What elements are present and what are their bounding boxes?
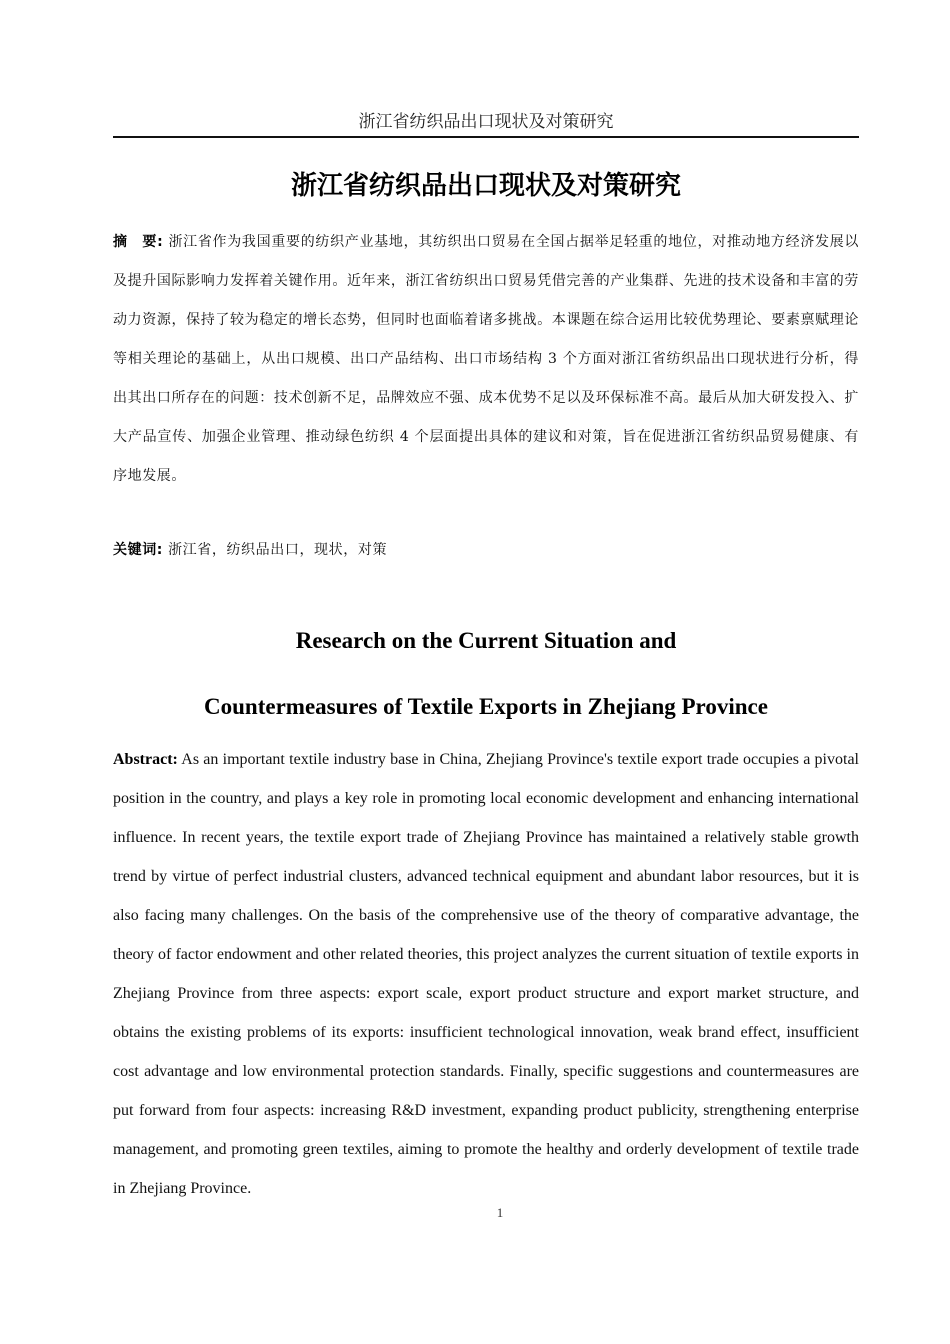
chinese-abstract-text: 浙江省作为我国重要的纺织产业基地，其纺织出口贸易在全国占据举足轻重的地位，对推动地方经济发展以及提升国际影响力发挥着关键作用。近年来，浙江省纺织出口贸易凭借完善的产业集群、先进的技术设备和丰富的劳动力资源，保持了较为稳定的增长态势，但同时也面临着诸多挑战。本课题在综合运用比较优势理论、要素禀赋理论等相关理论的基础上，从出口规模、出口产品结构、出口市场结构 3 个方面对浙江省纺织品出口现状进行分析，得出其出口所存在的问题：技术创新不足，品牌效应不强、成本优势不足以及环保标准不高。最后从加大研发投入、扩大产品宣传、加强企业管理、推动绿色纺织 4 个层面提出具体的建议和对策，旨在促进浙江省纺织品贸易健康、有序地发展。 xyxy=(113,234,860,484)
english-title-line-2: Countermeasures of Textile Exports in Zhejiang Province xyxy=(204,694,768,719)
english-title xyxy=(113,608,859,740)
page-number: 1 xyxy=(496,1205,504,1220)
chinese-keywords-text: 浙江省，纺织品出口，现状，对策 xyxy=(168,542,388,558)
english-title-line-1: Research on the Current Situation and xyxy=(295,628,677,653)
english-abstract-label: Abstract: xyxy=(113,751,178,768)
chinese-keywords-label: 关键词: xyxy=(113,542,163,558)
chinese-keywords xyxy=(113,532,859,568)
english-abstract-text: As an important textile industry base in China, Zhejiang Province's textile export trade occupies a pivotal position in the country, and plays a key role in promoting local economic development and enhancing international influence. In recent years, the textile export trade of Zhejiang Province has maintained a relatively stable growth trend by virtue of perfect industrial clusters, advanced technical equipment and abundant labor resources, but it is also facing many challenges. On the basis of the comprehensive use of the theory of comparative advantage, the theory of factor endowment and other related theories, this project analyzes the current situation of textile exports in Zhejiang Province from three aspects: export scale, export product structure and export market structure, and obtains the existing problems of its exports: insufficient technological innovation, weak brand effect, insufficient cost advantage and low environmental protection standards. Finally, specific suggestions and countermeasures are put forward from four aspects: increasing R&D investment, expanding product publicity, strengthening enterprise management, and promoting green textiles, aiming to promote the healthy and orderly development of textile trade in Zhejiang Province. xyxy=(113,751,859,1197)
chinese-title: 浙江省纺织品出口现状及对策研究 xyxy=(290,171,681,201)
english-abstract xyxy=(113,740,859,1208)
running-header: 浙江省纺织品出口现状及对策研究 xyxy=(113,110,859,138)
chinese-abstract-label: 摘 要: xyxy=(113,234,164,250)
chinese-abstract xyxy=(113,223,859,496)
